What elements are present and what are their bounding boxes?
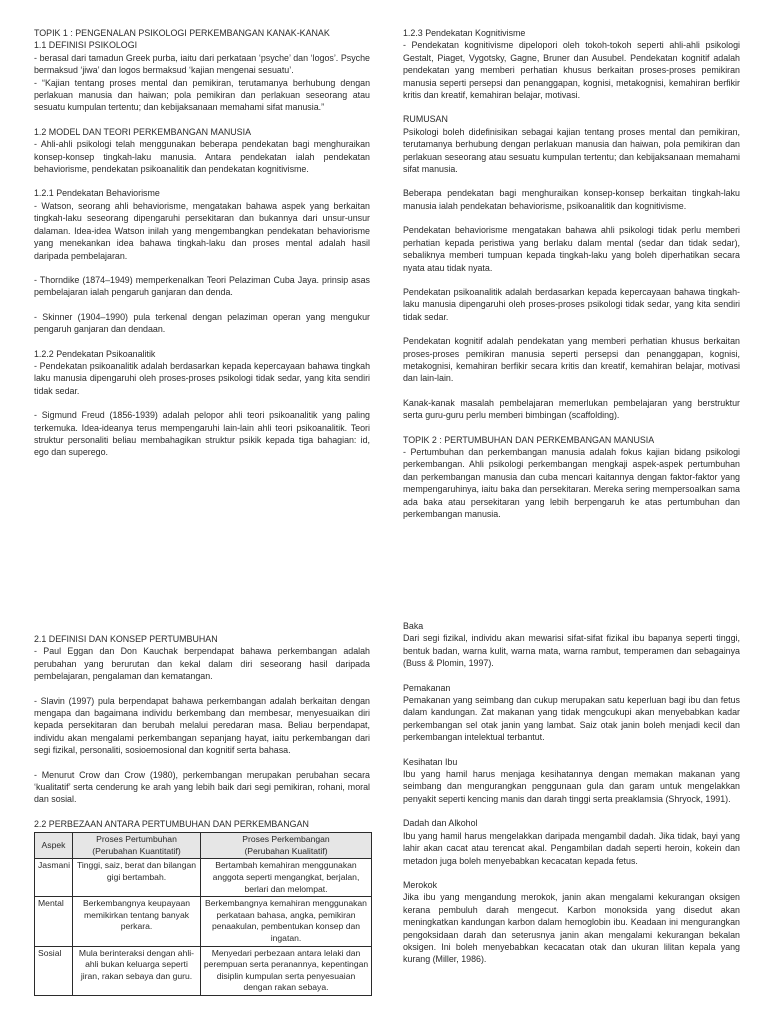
section-1-2-1-heading: 1.2.1 Pendekatan Behaviorisme <box>34 188 160 199</box>
rumusan-paragraph-6: Kanak-kanak masalah pembelajaran memerlukan pembelajaran yang berstruktur serta guru-guru perlu memberi bimbingan (scaffolding). <box>403 397 740 421</box>
growth-vs-development-table <box>34 832 372 996</box>
table-row <box>35 897 372 946</box>
section-1-1-paragraph-2: - “Kajian tentang proses mental dan pemikiran, terutamanya berhubung dengan perlakuan manusia dan haiwan; pola pemikiran dan perlakuan seseorang atau sesuatu kumpulan tertentu; dan kebijaksanaan memahami sifat manusia.” <box>34 77 370 113</box>
section-1-1-paragraph-1: - berasal dari tamadun Greek purba, iaitu dari perkataan ‘psyche’ dan ‘logos’. Psyche bermaksud ‘jiwa’ dan logos bermaksud ‘kajian mengenai sesuatu’. <box>34 52 370 76</box>
section-2-1-paragraph-1: - Paul Eggan dan Don Kauchak berpendapat bahawa perkembangan adalah perubahan yang berurutan dan kekal dalam diri seseorang hasil daripada pembelajaran, pengalaman dan kematangan. <box>34 646 370 682</box>
table-cell-perkembangan: Menyedari perbezaan antara lelaki dan perempuan serta peranannya, kepentingan disiplin kumpulan serta penyesuaian dengan rakan sebaya. <box>201 946 372 995</box>
rumusan-paragraph-3: Pendekatan behaviorisme mengatakan bahawa ahli psikologi tidak perlu memberi perhatian kepada peristiwa yang berlaku dalam mental (sedar dan tidak sedar), sebaliknya memberi tumpuan kepada tingkah-laku yang boleh diperhatikan secara nyata atau tidak nyata. <box>403 225 740 273</box>
rumusan-paragraph-5: Pendekatan kognitif adalah pendekatan yang memberi perhatian khusus berkaitan proses-proses pemikiran manusia seperti persepsi dan penanggapan, kognisi, metakognisi, kemahiran berfikir secara kritis dan kreatif, kemahiran belajar, motivasi dan lain-lain. <box>403 336 740 384</box>
section-1-2-heading: 1.2 MODEL DAN TEORI PERKEMBANGAN MANUSIA <box>34 126 251 137</box>
table-cell-pertumbuhan: Mula berinteraksi dengan ahli-ahli bukan keluarga seperti jiran, rakan sebaya dan guru. <box>73 946 201 995</box>
pemakanan-paragraph: Pemakanan yang seimbang dan cukup merupakan satu keperluan bagi ibu dan fetus dalam kandungan. Zat makanan yang tidak mengcukupi akan menyebabkan kadar perkembangan sel otak janin yang lambat. Saiz otak janin boleh menjadi kecil dan perkembangan intelektual terbantut. <box>403 695 740 743</box>
table-row <box>35 859 372 897</box>
section-1-2-3-paragraph-1: - Pendekatan kognitivisme dipelopori oleh tokoh-tokoh seperti ahli-ahli psikologi Gestalt, Piaget, Vygotsky, Gagne, Bruner dan Ausubel. Pendekatan kognitif adalah pendekatan yang memberi perhatian khusus berkaitan proses-proses pemikiran manusia seperti persepsi dan penanggapan, kognisi, metakognisi, kemahiran berfikir kritis dan kreatif, kemahiran belajar, motivasi. <box>403 40 740 101</box>
section-1-2-1-paragraph-3: - Skinner (1904–1990) pula terkenal dengan pelaziman operan yang mengukur pengaruh ganjaran dan dendaan. <box>34 311 370 335</box>
merokok-paragraph: Jika ibu yang mengandung merokok, janin akan mengalami kekurangan oksigen kerana pembuluh darah mengecut. Karbon monoksida yang disedut akan meningkatkan kandungan karbon dalam hemoglobin ibu. Keadaan ini mengurangkan pengoksidaan darah dan seterusnya janin akan mengalami kekurangan bekalan oksigen. Ini boleh menyebabkan kecacatan otak dan ukuran lilitan kepala yang kurang (Miller, 1986). <box>403 892 740 965</box>
dadah-alkohol-heading: Dadah dan Alkohol <box>403 818 478 829</box>
rumusan-heading: RUMUSAN <box>403 114 448 125</box>
topic-1-title: TOPIK 1 : PENGENALAN PSIKOLOGI PERKEMBANGAN KANAK-KANAK <box>34 28 330 38</box>
baka-heading: Baka <box>403 621 424 631</box>
section-1-1-heading: 1.1 DEFINISI PSIKOLOGI <box>34 40 138 51</box>
dadah-alkohol-paragraph: Ibu yang hamil harus mengelakkan daripada mengambil dadah. Jika tidak, bayi yang lahir akan cacat atau terencat akal. Pengambilan dadah seperti heroin, kokein dan metadon juga boleh menyebabkan kecacatan kepada fetus. <box>403 830 740 866</box>
section-1-2-paragraph-1: - Ahli-ahli psikologi telah menggunakan beberapa pendekatan bagi menghuraikan konsep-konsep tingkah-laku manusia. Antara pendekatan ialah pendekatan behaviorisme, pendekatan psikoanalitik dan pendekatan kognitivisme. <box>34 139 370 175</box>
section-1-2-1-paragraph-1: - Watson, seorang ahli behaviorisme, mengatakan bahawa aspek yang berkaitan tingkah-laku seseorang dipengaruhi persekitaran dan bukannya dari unsur-unsur dalaman. Idea-idea Watson inilah yang mengembangkan pendekatan behaviorisme yang menekankan idea bahawa tingkah-laku dan proses mental adalah hasil daripada pembelajaran. <box>34 200 370 261</box>
notes-column-top-left <box>34 27 370 459</box>
kesihatan-ibu-heading: Kesihatan Ibu <box>403 756 458 767</box>
table-cell-aspek: Jasmani <box>35 859 73 897</box>
rumusan-paragraph-2: Beberapa pendekatan bagi menghuraikan konsep-konsep berkaitan tingkah-laku manusia ialah pendekatan behaviorisme, psikoanalitik dan kognitivisme. <box>403 188 740 211</box>
section-1-2-2-paragraph-2: - Sigmund Freud (1856-1939) adalah pelopor ahli teori psikoanalitik yang paling terkemuka. Idea-ideanya terus mempengaruhi lain-lain ahli teori psikoanalitik. Teori struktur personaliti beliau membahagikan struktur psikik kepada tiga bahagian: id, ego dan superego. <box>34 410 370 458</box>
table-header-perkembangan-text: Proses Perkembangan (Perubahan Kualitatif) <box>242 834 330 856</box>
table-header-row <box>35 833 372 859</box>
kesihatan-ibu-paragraph: Ibu yang hamil harus menjaga kesihatannya dengan memakan makanan yang seimbang dan mengurangkan penggunaan gula dan garam untuk mengelakkan penyakit seperti kencing manis dan darah tinggi serta preaklamsia (Shryock, 1991). <box>403 769 740 804</box>
section-1-2-2-paragraph-1: - Pendekatan psikoanalitik adalah berdasarkan kepada kepercayaan bahawa tingkah laku manusia dipengaruhi oleh proses-proses psikologi tidak sedar, yang kita sendiri tidak sedar. <box>34 360 370 396</box>
table-row <box>35 946 372 995</box>
merokok-heading: Merokok <box>403 879 438 890</box>
notes-column-top-right <box>403 27 740 520</box>
table-header-pertumbuhan-text: Proses Pertumbuhan (Perubahan Kuantitatif) <box>92 834 181 856</box>
table-cell-perkembangan: Berkembangnya kemahiran menggunakan perkataan bahasa, angka, pemikiran penaakulan, pembentukan konsep dan ingatan. <box>201 897 372 946</box>
section-1-2-2-heading: 1.2.2 Pendekatan Psikoanalitik <box>34 348 156 359</box>
table-cell-perkembangan: Bertambah kemahiran menggunakan anggota seperti mengangkat, berjalan, berlari dan melompat. <box>201 859 372 897</box>
rumusan-paragraph-4: Pendekatan psikoanalitik adalah berdasarkan kepada kepercayaan bahawa tingkah-laku manusia dipengaruhi oleh proses-proses psikologi tidak sedar, yang kita sendiri tidak sedar. <box>403 286 740 322</box>
section-2-1-paragraph-3: - Menurut Crow dan Crow (1980), perkembangan merupakan perubahan secara ‘kualitatif’ serta cenderung ke arah yang lebih baik dari segi pemikiran, rohani, moral dan sosial. <box>34 769 370 805</box>
notes-column-bottom-right <box>403 620 740 966</box>
table-header-perkembangan <box>201 833 372 859</box>
rumusan-paragraph-1: Psikologi boleh didefinisikan sebagai kajian tentang proses mental dan pemikiran, terutamanya berhubung dengan perlakuan manusia dan haiwan, pola pemikiran dan perlakuan seseorang atau sesuatu kumpulan tertentu; dan kebijaksanaan memahami sifat manusia. <box>403 126 740 175</box>
pemakanan-heading: Pemakanan <box>403 682 451 693</box>
notes-column-bottom-left <box>34 633 370 996</box>
section-1-2-3-heading: 1.2.3 Pendekatan Kognitivisme <box>403 28 526 38</box>
table-header-aspek: Aspek <box>35 833 73 859</box>
topic-2-paragraph-1: - Pertumbuhan dan perkembangan manusia adalah fokus kajian bidang psikologi perkembangan. Ahli psikologi perkembangan mengkaji aspek-aspek pertumbuhan dan perkembangan manusia dan cuba mencari kaitannya dengan faktor-faktor yang mempengaruhinya, iaitu baka dan persekitaran. Mereka sering mempersoalkan sama ada baka atau persekitaran yang lebih berpengaruh ke atas pertumbuhan dan perkembangan manusia. <box>403 446 740 519</box>
topic-2-title: TOPIK 2 : PERTUMBUHAN DAN PERKEMBANGAN MANUSIA <box>403 434 655 445</box>
table-cell-aspek: Sosial <box>35 946 73 995</box>
table-cell-pertumbuhan: Tinggi, saiz, berat dan bilangan gigi bertambah. <box>73 859 201 897</box>
table-cell-pertumbuhan: Berkembangnya keupayaan memikirkan tentang banyak perkara. <box>73 897 201 946</box>
section-2-1-paragraph-2: - Slavin (1997) pula berpendapat bahawa perkembangan adalah berkaitan dengan mengapa dan bagaimana individu berkembang dan membesar, menyesuaikan diri kepada persekitaran dan berubah melalui peredaran masa. Beliau berpendapat, individu akan mengalami perkembangan sepanjang hayat, iaitu perkembangan dari segi fizikal, personaliti, sosioemosional dan kognitif serta bahasa. <box>34 695 370 756</box>
table-cell-aspek: Mental <box>35 897 73 946</box>
table-header-pertumbuhan <box>73 833 201 859</box>
section-1-2-1-paragraph-2: - Thorndike (1874–1949) memperkenalkan Teori Pelaziman Cuba Jaya. prinsip asas pembelajaran ialah pengaruh ganjaran dan denda. <box>34 274 370 298</box>
baka-paragraph: Dari segi fizikal, individu akan mewarisi sifat-sifat fizikal ibu bapanya seperti tinggi, bentuk badan, warna kulit, warna mata, warna rambut, temperamen dan sebagainya (Buss & Plomin, 1997). <box>403 633 740 669</box>
section-2-1-heading: 2.1 DEFINISI DAN KONSEP PERTUMBUHAN <box>34 634 218 644</box>
section-2-2-heading: 2.2 PERBEZAAN ANTARA PERTUMBUHAN DAN PERKEMBANGAN <box>34 818 309 829</box>
